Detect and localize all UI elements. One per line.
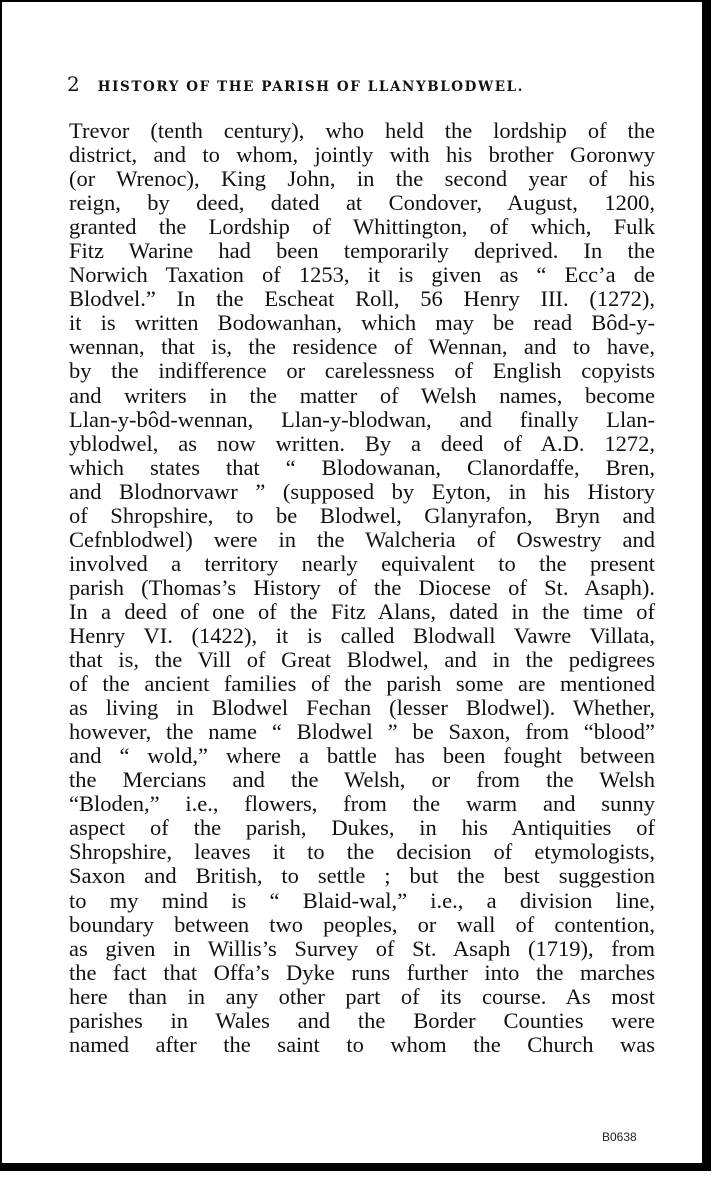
text-line: of the ancient families of the parish some are mentioned bbox=[69, 671, 655, 697]
running-title: HISTORY OF THE PARISH OF LLANYBLODWEL. bbox=[97, 79, 525, 95]
text-line: involved a territory nearly equivalent to the present bbox=[69, 550, 655, 576]
text-line: it is written Bodowanhan, which may be read Bôd-y- bbox=[69, 310, 655, 336]
text-line: the fact that Offa’s Dyke runs further into the marches bbox=[69, 959, 655, 985]
text-line: by the indifference or carelessness of English copyists bbox=[69, 358, 655, 384]
text-line: named after the saint to whom the Church was bbox=[69, 1031, 655, 1057]
running-head bbox=[67, 72, 657, 96]
text-line: Trevor (tenth century), who held the lordship of the bbox=[69, 118, 655, 143]
text-line: Blodvel.” In the Escheat Roll, 56 Henry III. (1272), bbox=[69, 286, 655, 312]
text-line: Fitz Warine had been temporarily deprived. In the bbox=[69, 238, 655, 264]
text-line: Shropshire, leaves it to the decision of etymologists, bbox=[69, 839, 655, 865]
catalog-code: B0638 bbox=[602, 1130, 637, 1144]
body-text bbox=[69, 119, 655, 1057]
page-number: 2 bbox=[67, 72, 80, 96]
text-line: wennan, that is, the residence of Wennan, and to have, bbox=[69, 334, 655, 360]
text-line: granted the Lordship of Whittington, of which, Fulk bbox=[69, 214, 655, 240]
text-line: district, and to whom, jointly with his brother Goronwy bbox=[69, 142, 655, 168]
text-line: of Shropshire, to be Blodwel, Glanyrafon, Bryn and bbox=[69, 502, 655, 528]
text-line: parish (Thomas’s History of the Diocese of St. Asaph). bbox=[69, 574, 655, 600]
text-line: reign, by deed, dated at Condover, August, 1200, bbox=[69, 190, 655, 216]
text-line: Llan-y-bôd-wennan, Llan-y-blodwan, and finally Llan- bbox=[69, 406, 655, 432]
text-line: the Mercians and the Welsh, or from the Welsh bbox=[69, 767, 655, 793]
text-line: parishes in Wales and the Border Counties were bbox=[69, 1007, 655, 1033]
text-line: and Blodnorvawr ” (supposed by Eyton, in his History bbox=[69, 478, 655, 504]
text-line: Norwich Taxation of 1253, it is given as “ Ecc’a de bbox=[69, 262, 655, 288]
text-line: Cefnblodwel) were in the Walcheria of Oswestry and bbox=[69, 526, 655, 552]
text-line: to my mind is “ Blaid-wal,” i.e., a division line, bbox=[69, 887, 655, 913]
text-line: and writers in the matter of Welsh names, become bbox=[69, 382, 655, 408]
text-line: which states that “ Blodowanan, Clanordaffe, Bren, bbox=[69, 454, 655, 480]
text-line: as given in Willis’s Survey of St. Asaph (1719), from bbox=[69, 935, 655, 961]
text-line: (or Wrenoc), King John, in the second year of his bbox=[69, 166, 655, 192]
text-line: as living in Blodwel Fechan (lesser Blodwel). Whether, bbox=[69, 695, 655, 721]
text-line: that is, the Vill of Great Blodwel, and in the pedigrees bbox=[69, 647, 655, 673]
text-line: “Bloden,” i.e., flowers, from the warm and sunny bbox=[69, 791, 655, 817]
text-line: Henry VI. (1422), it is called Blodwall Vawre Villata, bbox=[69, 622, 655, 648]
text-line: boundary between two peoples, or wall of contention, bbox=[69, 911, 655, 937]
text-line: and “ wold,” where a battle has been fought between bbox=[69, 743, 655, 769]
text-line: aspect of the parish, Dukes, in his Antiquities of bbox=[69, 815, 655, 841]
text-line: Saxon and British, to settle ; but the best suggestion bbox=[69, 863, 655, 889]
text-line: yblodwel, as now written. By a deed of A.D. 1272, bbox=[69, 430, 655, 456]
text-line: here than in any other part of its course. As most bbox=[69, 983, 655, 1009]
text-line: however, the name “ Blodwel ” be Saxon, from “blood” bbox=[69, 719, 655, 745]
text-line: In a deed of one of the Fitz Alans, dated in the time of bbox=[69, 598, 655, 624]
